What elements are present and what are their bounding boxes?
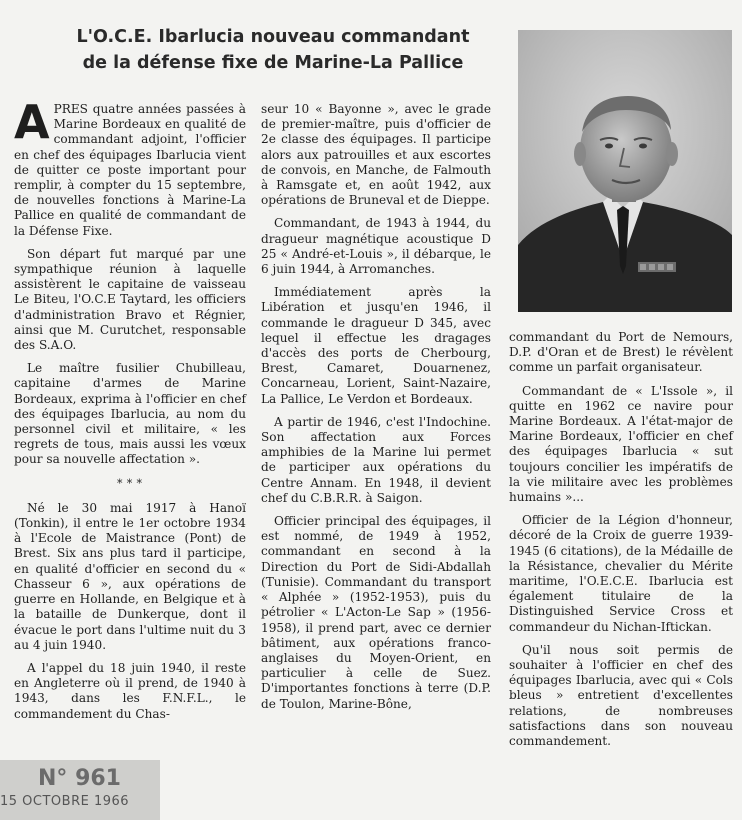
article-column-1: [14, 95, 246, 730]
paragraph: Qu'il nous soit permis de souhaiter à l'officier en chef des équipages Ibarlucia, avec qui « Cols bleus » entretient d'excellentes relations, de nombreuses satisfactions dans son nouveau commandement.: [509, 642, 733, 749]
officer-portrait-photo: [518, 30, 732, 312]
paragraph: Commandant de « L'Issole », il quitte en 1962 ce navire pour Marine Bordeaux. A l'état-major de Marine Bordeaux, l'officier en chef des équipages Ibarlucia « sut toujours concilier les impératifs de la vie militaire avec les problèmes humains »...: [509, 383, 733, 505]
article-column-3: [509, 330, 733, 757]
article-column-2: [261, 102, 491, 720]
paragraph: Officier principal des équipages, il est nommé, de 1949 à 1952, commandant en second à la Direction du Port de Sidi-Abdallah (Tunisie). Commandant du transport « Alphée » (1952-1953), puis du pétrolier « L'Acton-Le Sap » (1956-1958), il prend part, avec ce dernier bâtiment, aux opérations franco-anglaises du Moyen-Orient, en particulier à celle de Suez. D'importantes fonctions à terre (D.P. de Toulon, Marine-Bône,: [261, 514, 491, 711]
issue-number: N° 961: [38, 766, 121, 791]
paragraph: Le maître fusilier Chubilleau, capitaine d'armes de Marine Bordeaux, exprima à l'officier en chef des équipages Ibarlucia, au nom du personnel civil et militaire, « les regrets de tous, mais aussi les vœux pour sa nouvelle affectation ».: [14, 361, 246, 467]
article-title: [48, 24, 498, 76]
paragraph: Son départ fut marqué par une sympathique réunion à laquelle assistèrent le capitaine de vaisseau Le Biteu, l'O.C.E Taytard, les officiers d'administration Bravo et Régnier, ainsi que M. Curutchet, responsable des S.A.O.: [14, 246, 246, 353]
paragraph: A l'appel du 18 juin 1940, il reste en Angleterre où il prend, de 1940 à 1943, dans les F.N.F.L., le commandement du Chas-: [14, 660, 246, 721]
intro-paragraph: [14, 95, 246, 239]
intro-paragraph-text: PRES quatre années passées à Marine Bordeaux en qualité de commandant adjoint, l'officier en chef des équipages Ibarlucia vient de quitter ce poste important pour remplir, à compter du 15 septembre, de nouvelles fonctions à Marine-La Pallice en qualité de commandant de la Défense Fixe.: [14, 102, 246, 238]
drop-cap: A: [14, 95, 50, 149]
paragraph: Né le 30 mai 1917 à Hanoï (Tonkin), il entre le 1er octobre 1934 à l'Ecole de Maistrance (Pont) de Brest. Six ans plus tard il participe, en qualité d'officier en second du « Chasseur 6 », aux opérations de guerre en Hollande, en Belgique et à la bataille de Dunkerque, dont il évacue le port dans l'ultime nuit du 3 au 4 juin 1940.: [14, 500, 246, 652]
paragraph: Commandant, de 1943 à 1944, du dragueur magnétique acoustique D 25 « André-et-Louis », il débarque, le 6 juin 1944, à Arromanches.: [261, 216, 491, 277]
paragraph: Officier de la Légion d'honneur, décoré de la Croix de guerre 1939-1945 (6 citations), de la Médaille de la Résistance, chevalier du Mérite maritime, l'O.E.C.E. Ibarlucia est également titulaire de la Distinguished Service Cross et commandeur du Nichan-Iftickan.: [509, 513, 733, 634]
article-title-line-1: L'O.C.E. Ibarlucia nouveau commandant: [76, 27, 470, 47]
paragraph: commandant du Port de Nemours, D.P. d'Oran et de Brest) le révèlent comme un parfait organisateur.: [509, 330, 733, 375]
section-separator: * * *: [117, 476, 143, 490]
paragraph: A partir de 1946, c'est l'Indochine. Son affectation aux Forces amphibies de la Marine lui permet de participer aux opérations du Centre Annam. En 1948, il devient chef du C.B.R.R. à Saigon.: [261, 414, 491, 505]
issue-date: 15 OCTOBRE 1966: [0, 794, 130, 809]
article-title-line-2: de la défense fixe de Marine-La Pallice: [82, 53, 464, 73]
paragraph: Immédiatement après la Libération et jusqu'en 1946, il commande le dragueur D 345, avec lequel il effectue les dragages d'accès des ports de Cherbourg, Brest, Camaret, Douarnenez, Concarneau, Lorient, Saint-Nazaire, La Pallice, Le Verdon et Bordeaux.: [261, 285, 491, 406]
issue-info: [0, 760, 160, 820]
paragraph: seur 10 « Bayonne », avec le grade de premier-maître, puis d'officier de 2e classe des équipages. Il participe alors aux patrouilles et aux escortes de convois, en Manche, de Falmouth à Ramsgate et, en août 1942, aux opérations de Bruneval et de Dieppe.: [261, 102, 491, 208]
